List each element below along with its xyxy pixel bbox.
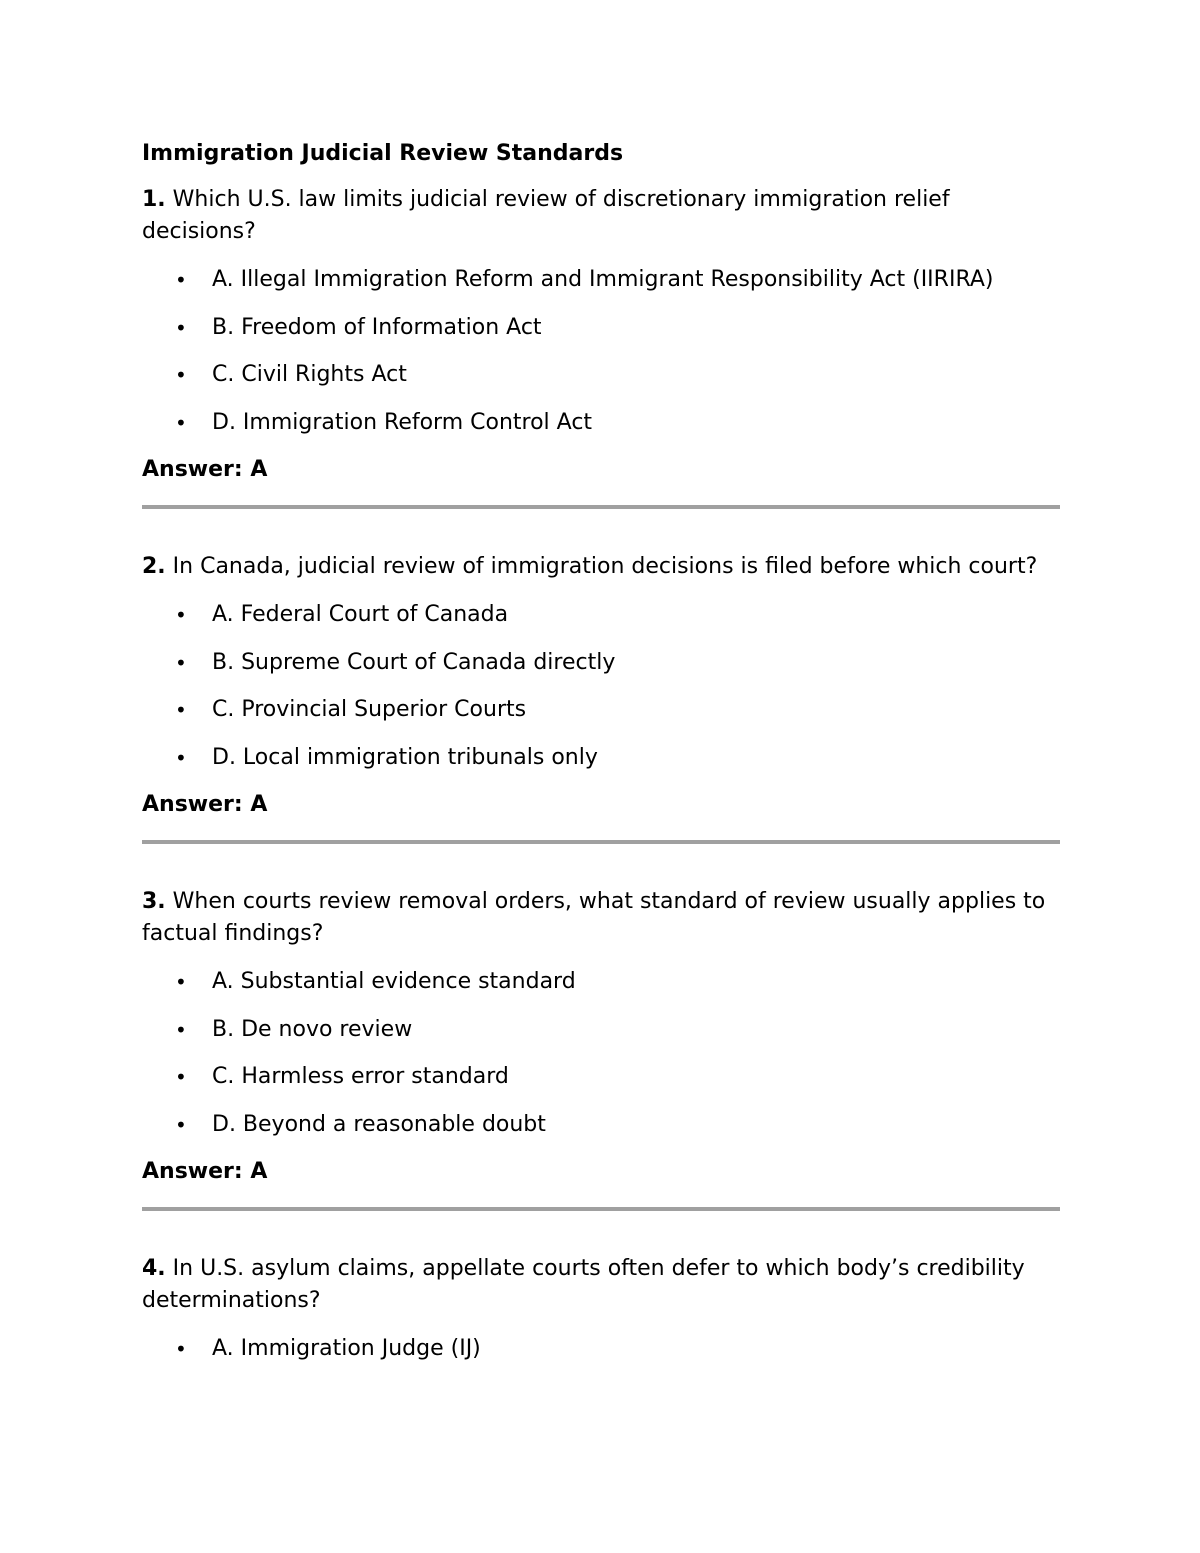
question-stem: In Canada, judicial review of immigration decisions is filed before which court? <box>165 554 1038 579</box>
bullet-icon: • <box>175 315 187 340</box>
question-text <box>142 1253 1060 1317</box>
bullet-icon: • <box>175 1112 187 1137</box>
question-stem: When courts review removal orders, what standard of review usually applies to factual findings? <box>142 889 1046 946</box>
question-number: 2. <box>142 554 166 579</box>
question-number: 1. <box>142 187 166 212</box>
option-item <box>142 1061 1060 1093</box>
option-item <box>142 1014 1060 1046</box>
option-list <box>142 599 1060 774</box>
option-item <box>142 742 1060 774</box>
option-text: A. Federal Court of Canada <box>212 602 509 627</box>
bullet-icon: • <box>175 603 187 627</box>
document-page <box>142 138 1060 1381</box>
option-text: A. Illegal Immigration Reform and Immigrant Responsibility Act (IIRIRA) <box>212 267 994 292</box>
option-text: B. De novo review <box>212 1016 413 1042</box>
bullet-icon: • <box>175 970 187 994</box>
option-text: D. Immigration Reform Control Act <box>212 409 593 435</box>
option-text: C. Civil Rights Act <box>212 362 407 387</box>
section-divider <box>142 505 1060 509</box>
answer-line: Answer: A <box>142 1159 268 1184</box>
question-stem: In U.S. asylum claims, appellate courts often defer to which body’s credibility determinations? <box>142 1256 1025 1313</box>
option-text: D. Local immigration tribunals only <box>212 744 598 770</box>
option-text: C. Provincial Superior Courts <box>212 697 527 722</box>
option-text: B. Supreme Court of Canada directly <box>212 649 616 675</box>
question-stem: Which U.S. law limits judicial review of discretionary immigration relief decisions? <box>142 187 950 244</box>
option-text: B. Freedom of Information Act <box>212 314 542 340</box>
question-number: 4. <box>142 1256 166 1281</box>
bullet-icon: • <box>175 268 187 292</box>
option-text: A. Substantial evidence standard <box>212 969 576 994</box>
bullet-icon: • <box>175 363 187 387</box>
option-item <box>142 407 1060 439</box>
bullet-icon: • <box>175 650 187 675</box>
option-item <box>142 599 1060 631</box>
option-list <box>142 1333 1060 1365</box>
question-number: 3. <box>142 889 166 914</box>
question-block <box>142 1253 1060 1365</box>
option-item <box>142 1333 1060 1365</box>
option-item <box>142 647 1060 679</box>
bullet-icon: • <box>175 1337 187 1361</box>
question-text <box>142 551 1060 583</box>
answer-line: Answer: A <box>142 792 268 817</box>
section-divider <box>142 1207 1060 1211</box>
option-list <box>142 966 1060 1141</box>
question-text <box>142 886 1060 950</box>
question-text <box>142 184 1060 248</box>
bullet-icon: • <box>175 1065 187 1089</box>
option-text: C. Harmless error standard <box>212 1064 509 1089</box>
option-item <box>142 1109 1060 1141</box>
option-item <box>142 966 1060 998</box>
option-item <box>142 694 1060 726</box>
question-block <box>142 886 1060 1211</box>
bullet-icon: • <box>175 1017 187 1042</box>
option-item <box>142 312 1060 344</box>
bullet-icon: • <box>175 410 187 435</box>
option-text: A. Immigration Judge (IJ) <box>212 1336 481 1361</box>
question-block <box>142 551 1060 844</box>
bullet-icon: • <box>175 745 187 770</box>
bullet-icon: • <box>175 698 187 722</box>
section-divider <box>142 840 1060 844</box>
option-item <box>142 264 1060 296</box>
document-title: Immigration Judicial Review Standards <box>142 141 624 166</box>
question-block <box>142 184 1060 509</box>
answer-line: Answer: A <box>142 457 268 482</box>
option-list <box>142 264 1060 439</box>
option-item <box>142 359 1060 391</box>
option-text: D. Beyond a reasonable doubt <box>212 1111 546 1137</box>
